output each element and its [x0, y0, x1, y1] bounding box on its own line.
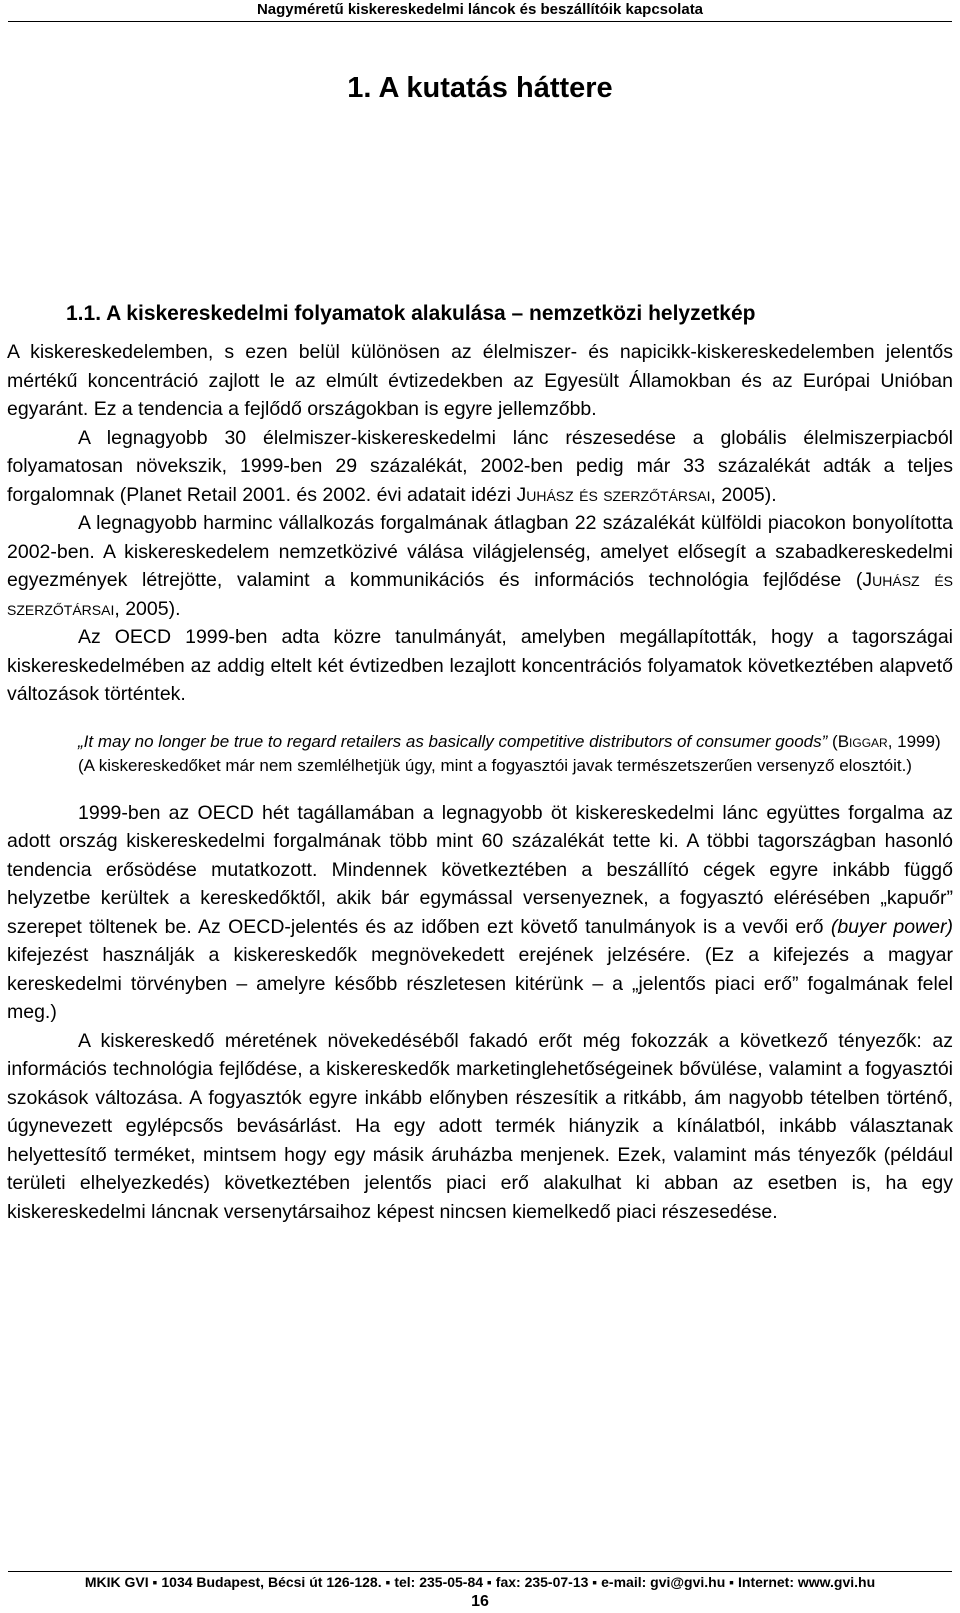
paragraph-2-text: A legnagyobb 30 élelmiszer-kiskereskedelmi lánc részesedése a globális élelmiszerpiacból folyamatosan növekszik, 1999-ben 29 százalékát, 2002-ben pedig már 33 százalékát adták a teljes forgalomnak (Planet Retail 2001. és 2002. évi adatait idézi	[7, 426, 953, 506]
citation: Juhász és szerzőtársai	[516, 483, 711, 506]
running-header: Nagyméretű kiskereskedelmi láncok és beszállítóik kapcsolata	[256, 1, 704, 18]
page-number: 16	[471, 1593, 489, 1610]
quote-hungarian: (A kiskereskedőket már nem szemlélhetjük úgy, mint a fogyasztói javak természetszerűen versenyző elosztóit.)	[78, 755, 912, 775]
paragraph-6: A kiskereskedő méretének növekedéséből fakadó erőt még fokozzák a következő tényezők: az információs technológia fejlődése, a kiskereskedők marketinglehetőségeinek bővülése, valamint a fogyasztói szokások változása. A fogyasztók egyre inkább előnyben részesítik a ritkább, ám nagyobb tételben történő, úgynevezett egylépcsős bevásárlást. Ha egy adott termék hiányzik a kínálatból, inkább választanak helyettesítő terméket, mintsem hogy egy másik áruházba menjenek. Ezek, valamint más tényezők (például területi elhelyezkedés) következtében jelentős piaci erő alakulhat ki abban az esetben is, ha egy kiskereskedelmi láncnak versenytársaihoz képest nincsen kiemelkedő piaci részesedése.	[7, 1029, 953, 1223]
footer-divider	[8, 1571, 952, 1572]
paragraph-5-emphasis: (buyer power)	[830, 915, 954, 938]
quote-cite-open: (	[827, 731, 838, 751]
paragraph-5	[7, 799, 953, 1027]
block-quote	[78, 730, 945, 778]
document-body	[7, 338, 953, 1226]
paragraph-2	[7, 424, 953, 510]
citation-tail: , 2005).	[710, 483, 777, 506]
paragraph-3	[7, 509, 953, 623]
footer-contact: MKIK GVI ▪ 1034 Budapest, Bécsi út 126-128. ▪ tel: 235-05-84 ▪ fax: 235-07-13 ▪ e-mail: gvi@gvi.hu ▪ Internet: www.gvi.hu	[84, 1574, 876, 1590]
chapter-title: 1. A kutatás háttere	[347, 72, 613, 104]
quote-citation: Biggar	[837, 731, 888, 751]
paragraph-3-text: A legnagyobb harminc vállalkozás forgalmának átlagban 22 százalékát külföldi piacokon bonyolította 2002-ben. A kiskereskedelem nemzetközivé válása világjelenség, amelyet elősegít a szabadkereskedelmi egyezmények létrejötte, valamint a kommunikációs és információs technológia fejlődése (	[7, 512, 953, 591]
citation-tail: , 2005).	[114, 597, 181, 620]
paragraph-5-text-b: kifejezést használják a kiskereskedők megnövekedett erejének jelzésére. (Ez a kifejezés a magyar kereskedelmi törvényben – amelyre később részletesen kitérünk – a „jelentős piaci erő” fogalmának felel meg.)	[7, 944, 953, 1023]
section-title: 1.1. A kiskereskedelmi folyamatok alakulása – nemzetközi helyzetkép	[66, 302, 756, 325]
citation: Juhász és szerzőtársai	[7, 569, 953, 620]
paragraph-4: Az OECD 1999-ben adta közre tanulmányát, amelyben megállapították, hogy a tagországai kiskereskedelmében az addig eltelt két évtizedben lezajlott koncentrációs folyamatok következtében alapvető változások történtek.	[7, 626, 953, 705]
quote-english: „It may no longer be true to regard retailers as basically competitive distributors of consumer goods”	[78, 731, 828, 751]
header-divider	[8, 21, 952, 22]
quote-cite-tail: , 1999)	[887, 731, 941, 751]
paragraph-1: A kiskereskedelemben, s ezen belül különösen az élelmiszer- és napicikk-kiskereskedelemben jelentős mértékű koncentráció zajlott le az elmúlt évtizedekben az Egyesült Államokban és az Európai Unióban egyaránt. Ez a tendencia a fejlődő országokban is egyre jellemzőbb.	[7, 341, 953, 420]
paragraph-5-text-a: 1999-ben az OECD hét tagállamában a legnagyobb öt kiskereskedelmi lánc együttes forgalma az adott ország kiskereskedelmi forgalmának több mint 60 százalékát tette ki. A többi tagországban hasonló tendencia erősödése mutatkozott. Mindennek következtében a beszállító cégek egyre inkább függő helyzetbe kerültek a kereskedőktől, akik bár egymással versenyeznek, a fogyasztó elérésében „kapuőr” szerepet töltenek be. Az OECD-jelentés és az időben ezt követő tanulmányok is a vevői erő	[7, 801, 953, 938]
